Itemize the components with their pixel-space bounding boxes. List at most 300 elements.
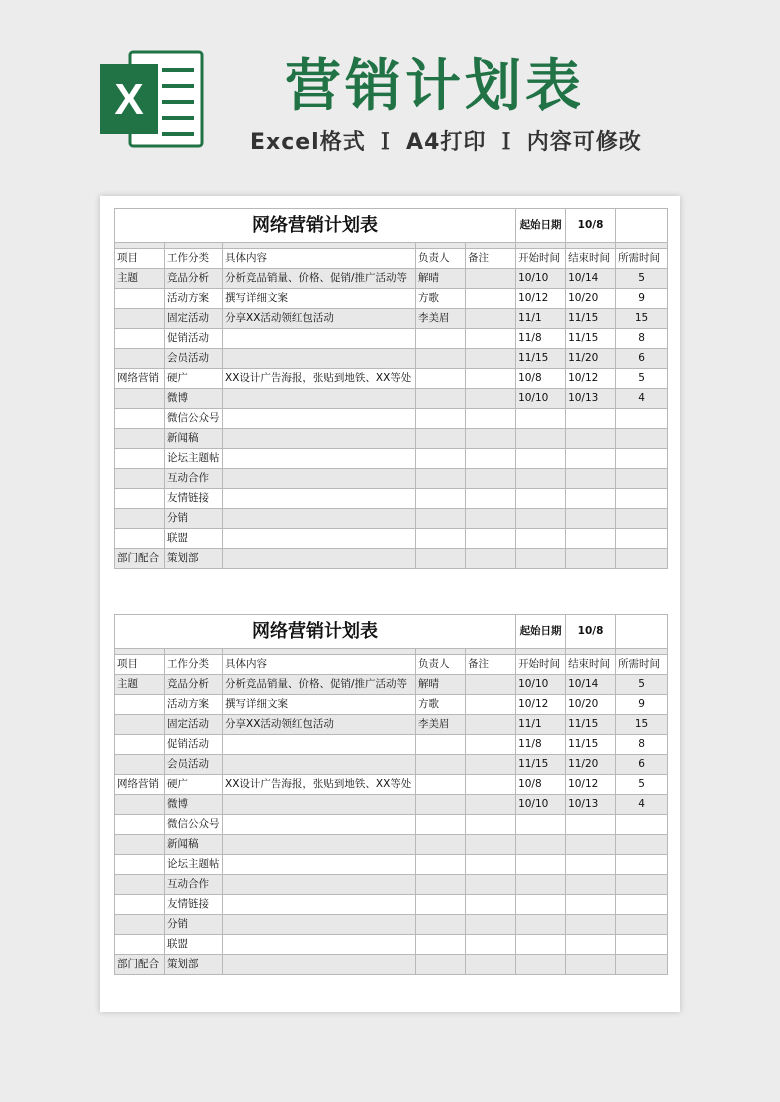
table-cell[interactable] [566,835,616,855]
table-row [115,309,668,329]
header-row [115,249,668,269]
table-row [115,675,668,695]
table-cell[interactable]: 固定活动 [165,715,223,735]
table-cell[interactable] [466,449,516,469]
table-cell[interactable]: 分享XX活动领红包活动 [223,715,416,735]
page-header [0,0,780,190]
sheet-title: 网络营销计划表 [115,209,516,243]
table-cell[interactable] [466,349,516,369]
table-cell[interactable]: 李美眉 [416,715,466,735]
table-row [115,509,668,529]
table-cell[interactable] [223,895,416,915]
table-cell[interactable] [115,895,165,915]
table-cell[interactable]: 5 [616,675,668,695]
table-cell[interactable] [416,755,466,775]
table-cell[interactable]: 11/15 [566,715,616,735]
table-cell[interactable] [616,209,668,243]
table-cell[interactable]: 新闻稿 [165,429,223,449]
column-header: 具体内容 [223,249,416,269]
table-cell[interactable] [466,835,516,855]
table-cell[interactable]: 策划部 [165,955,223,975]
table-cell[interactable] [223,855,416,875]
table-cell[interactable]: 10/13 [566,389,616,409]
column-header: 所需时间 [616,249,668,269]
table-cell[interactable]: 友情链接 [165,489,223,509]
table-cell[interactable]: 10/8 [516,775,566,795]
table-row [115,755,668,775]
table-cell[interactable]: 论坛主题帖 [165,449,223,469]
table-cell[interactable] [115,795,165,815]
table-cell[interactable]: 6 [616,755,668,775]
table-cell[interactable] [566,489,616,509]
table-cell[interactable]: 竞品分析 [165,269,223,289]
table-cell[interactable]: 8 [616,329,668,349]
table-cell[interactable] [616,409,668,429]
table-cell[interactable] [466,389,516,409]
table-cell[interactable] [466,875,516,895]
table-cell[interactable] [616,449,668,469]
table-cell[interactable]: 策划部 [165,549,223,569]
table-row [115,895,668,915]
table-cell[interactable]: 8 [616,735,668,755]
table-row [115,389,668,409]
table-cell[interactable] [466,915,516,935]
table-cell[interactable] [516,509,566,529]
table-cell[interactable] [115,935,165,955]
table-cell[interactable] [566,469,616,489]
start-date-label: 起始日期 [516,209,566,243]
table-cell[interactable]: 11/15 [566,329,616,349]
table-cell[interactable] [516,449,566,469]
table-cell[interactable] [466,735,516,755]
table-row [115,269,668,289]
table-cell[interactable] [416,855,466,875]
table-cell[interactable] [616,615,668,649]
table-cell[interactable] [566,429,616,449]
table-cell[interactable]: 促销活动 [165,329,223,349]
table-cell[interactable] [115,389,165,409]
table-cell[interactable] [115,289,165,309]
table-cell[interactable]: 会员活动 [165,755,223,775]
sheet-title-row [115,615,668,649]
table-cell[interactable] [516,835,566,855]
table-cell[interactable] [466,855,516,875]
table-cell[interactable]: 10/10 [516,389,566,409]
table-cell[interactable] [516,875,566,895]
table-cell[interactable] [416,835,466,855]
table-cell[interactable] [516,895,566,915]
table-cell[interactable] [516,915,566,935]
table-cell[interactable] [466,409,516,429]
table-row [115,449,668,469]
table-cell[interactable] [616,429,668,449]
table-cell[interactable] [115,815,165,835]
table-cell[interactable] [616,469,668,489]
table-cell[interactable]: 互动合作 [165,875,223,895]
table-cell[interactable] [223,469,416,489]
table-cell[interactable] [466,329,516,349]
table-cell[interactable]: 11/1 [516,309,566,329]
table-cell[interactable] [616,895,668,915]
table-cell[interactable]: 10/10 [516,675,566,695]
table-row [115,795,668,815]
table-cell[interactable] [516,429,566,449]
table-cell[interactable]: 10/10 [516,269,566,289]
logo-letter: X [114,75,144,124]
table-cell[interactable]: 解晴 [416,269,466,289]
table-cell[interactable]: 论坛主题帖 [165,855,223,875]
table-cell[interactable] [115,409,165,429]
table-cell[interactable]: 网络营销 [115,369,165,389]
table-cell[interactable] [223,329,416,349]
table-cell[interactable]: 促销活动 [165,735,223,755]
table-cell[interactable] [115,735,165,755]
table-row [115,349,668,369]
table-cell[interactable] [566,449,616,469]
table-cell[interactable] [223,835,416,855]
table-row [115,955,668,975]
table-cell[interactable]: 部门配合 [115,955,165,975]
table-cell[interactable] [115,349,165,369]
table-cell[interactable]: 分享XX活动领红包活动 [223,309,416,329]
table-cell[interactable] [516,469,566,489]
marketing-plan-table [114,208,668,569]
table-cell[interactable]: 微信公众号 [165,409,223,429]
table-row [115,775,668,795]
table-cell[interactable]: 9 [616,695,668,715]
table-cell[interactable] [223,935,416,955]
table-cell[interactable] [115,915,165,935]
table-row [115,549,668,569]
table-cell[interactable] [616,549,668,569]
table-cell[interactable] [416,935,466,955]
table-cell[interactable] [616,815,668,835]
table-cell[interactable]: 分析竞品销量、价格、促销/推广活动等 [223,675,416,695]
table-cell[interactable] [223,549,416,569]
table-cell[interactable] [616,935,668,955]
table-cell[interactable]: 联盟 [165,935,223,955]
table-cell[interactable] [223,955,416,975]
table-cell[interactable] [115,449,165,469]
table-cell[interactable]: 10/14 [566,675,616,695]
table-cell[interactable]: 10/20 [566,695,616,715]
table-cell[interactable] [466,895,516,915]
table-cell[interactable] [416,955,466,975]
table-cell[interactable] [416,795,466,815]
table-row [115,369,668,389]
table-row [115,529,668,549]
table-cell[interactable] [416,775,466,795]
table-cell[interactable]: 11/20 [566,349,616,369]
table-cell[interactable]: 11/20 [566,755,616,775]
table-cell[interactable] [466,369,516,389]
table-cell[interactable] [616,509,668,529]
table-row [115,815,668,835]
column-header: 负责人 [416,249,466,269]
table-cell[interactable] [223,489,416,509]
table-cell[interactable]: 10/13 [566,795,616,815]
table-row [115,289,668,309]
table-cell[interactable]: 11/15 [566,309,616,329]
sheet-title-row [115,209,668,243]
table-cell[interactable]: 主题 [115,269,165,289]
table-cell[interactable]: 4 [616,389,668,409]
column-header: 开始时间 [516,655,566,675]
table-cell[interactable]: 部门配合 [115,549,165,569]
table-cell[interactable] [466,815,516,835]
table-cell[interactable] [516,815,566,835]
table-cell[interactable] [566,855,616,875]
table-cell[interactable] [616,529,668,549]
table-cell[interactable] [115,835,165,855]
table-row [115,469,668,489]
table-cell[interactable] [466,549,516,569]
table-cell[interactable] [466,509,516,529]
table-cell[interactable] [115,329,165,349]
table-cell[interactable] [566,895,616,915]
table-cell[interactable] [566,409,616,429]
table-cell[interactable] [466,469,516,489]
table-cell[interactable]: 网络营销 [115,775,165,795]
table-cell[interactable] [466,755,516,775]
table-cell[interactable] [516,529,566,549]
table-cell[interactable]: 10/20 [566,289,616,309]
table-cell[interactable] [416,915,466,935]
table-cell[interactable] [416,509,466,529]
table-cell[interactable]: 微博 [165,795,223,815]
table-cell[interactable] [466,955,516,975]
table-cell[interactable] [115,489,165,509]
table-cell[interactable]: 友情链接 [165,895,223,915]
table-cell[interactable] [416,549,466,569]
table-cell[interactable]: 11/8 [516,329,566,349]
excel-logo-icon [100,48,206,150]
table-cell[interactable] [466,715,516,735]
table-cell[interactable] [416,529,466,549]
column-header: 备注 [466,655,516,675]
table-cell[interactable] [223,795,416,815]
table-cell[interactable]: 硬广 [165,775,223,795]
table-row [115,915,668,935]
marketing-plan-table-2 [114,614,668,975]
table-cell[interactable]: 10/12 [566,369,616,389]
table-cell[interactable]: 4 [616,795,668,815]
table-cell[interactable]: 微信公众号 [165,815,223,835]
table-cell[interactable] [466,775,516,795]
table-cell[interactable]: 方歌 [416,695,466,715]
table-row [115,855,668,875]
table-cell[interactable] [115,309,165,329]
table-cell[interactable] [115,469,165,489]
table-cell[interactable] [466,309,516,329]
table-cell[interactable] [416,875,466,895]
table-cell[interactable] [223,529,416,549]
table-cell[interactable] [616,855,668,875]
table-cell[interactable]: 分销 [165,509,223,529]
table-cell[interactable]: 11/1 [516,715,566,735]
table-cell[interactable] [466,489,516,509]
table-cell[interactable] [516,855,566,875]
start-date-label: 起始日期 [516,615,566,649]
table-cell[interactable] [566,955,616,975]
table-cell[interactable] [223,409,416,429]
table-cell[interactable]: 11/15 [516,755,566,775]
table-cell[interactable]: 撰写详细文案 [223,695,416,715]
table-cell[interactable] [416,369,466,389]
table-cell[interactable] [616,915,668,935]
table-cell[interactable] [223,349,416,369]
table-cell[interactable] [223,875,416,895]
table-cell[interactable]: 分析竞品销量、价格、促销/推广活动等 [223,269,416,289]
table-cell[interactable]: 会员活动 [165,349,223,369]
column-header: 备注 [466,249,516,269]
table-cell[interactable]: 15 [616,309,668,329]
sheet-page [100,196,680,1012]
table-row [115,695,668,715]
table-cell[interactable] [115,875,165,895]
table-cell[interactable]: 5 [616,269,668,289]
table-cell[interactable]: XX设计广告海报，张贴到地铁、XX等处 [223,775,416,795]
table-cell[interactable] [223,915,416,935]
table-cell[interactable] [115,695,165,715]
table-cell[interactable] [566,935,616,955]
start-date-value[interactable]: 10/8 [566,615,616,649]
table-cell[interactable] [516,549,566,569]
column-header: 工作分类 [165,655,223,675]
table-cell[interactable] [416,349,466,369]
table-cell[interactable] [115,855,165,875]
table-row [115,489,668,509]
table-cell[interactable] [566,875,616,895]
table-cell[interactable] [223,815,416,835]
table-cell[interactable] [466,529,516,549]
table-cell[interactable] [516,955,566,975]
table-cell[interactable] [566,815,616,835]
table-cell[interactable] [616,875,668,895]
start-date-value[interactable]: 10/8 [566,209,616,243]
table-cell[interactable]: 10/10 [516,795,566,815]
table-cell[interactable] [616,489,668,509]
table-row [115,875,668,895]
table-cell[interactable] [115,429,165,449]
table-cell[interactable]: 11/15 [566,735,616,755]
table-cell[interactable] [466,935,516,955]
table-cell[interactable]: 互动合作 [165,469,223,489]
column-header: 结束时间 [566,655,616,675]
table-cell[interactable] [616,835,668,855]
table-cell[interactable]: 李美眉 [416,309,466,329]
table-cell[interactable] [115,509,165,529]
table-cell[interactable]: 联盟 [165,529,223,549]
table-row [115,735,668,755]
table-cell[interactable] [566,509,616,529]
table-cell[interactable]: 竞品分析 [165,675,223,695]
table-cell[interactable] [223,429,416,449]
table-cell[interactable]: 解晴 [416,675,466,695]
table-cell[interactable]: 主题 [115,675,165,695]
table-cell[interactable]: 11/8 [516,735,566,755]
table-cell[interactable]: 新闻稿 [165,835,223,855]
table-cell[interactable] [223,735,416,755]
table-cell[interactable] [566,915,616,935]
page-title: 营销计划表 [285,54,585,119]
table-cell[interactable] [566,549,616,569]
table-cell[interactable] [416,895,466,915]
table-cell[interactable] [223,449,416,469]
table-cell[interactable]: 9 [616,289,668,309]
table-cell[interactable]: XX设计广告海报，张贴到地铁、XX等处 [223,369,416,389]
table-cell[interactable] [516,409,566,429]
table-row [115,715,668,735]
table-row [115,835,668,855]
table-cell[interactable]: 5 [616,369,668,389]
table-cell[interactable] [516,935,566,955]
table-cell[interactable]: 分销 [165,915,223,935]
table-cell[interactable] [115,715,165,735]
table-cell[interactable] [416,429,466,449]
sheet-title: 网络营销计划表 [115,615,516,649]
header-row [115,655,668,675]
column-header: 所需时间 [616,655,668,675]
table-cell[interactable]: 固定活动 [165,309,223,329]
table-cell[interactable] [416,329,466,349]
table-cell[interactable]: 活动方案 [165,289,223,309]
table-cell[interactable] [416,815,466,835]
table-cell[interactable]: 5 [616,775,668,795]
table-cell[interactable]: 6 [616,349,668,369]
table-row [115,935,668,955]
table-cell[interactable] [416,489,466,509]
table-cell[interactable] [416,449,466,469]
column-header: 开始时间 [516,249,566,269]
table-cell[interactable] [416,469,466,489]
table-cell[interactable] [466,675,516,695]
table-cell[interactable]: 方歌 [416,289,466,309]
table-cell[interactable]: 15 [616,715,668,735]
table-cell[interactable] [466,795,516,815]
table-cell[interactable] [416,409,466,429]
table-cell[interactable] [223,389,416,409]
page-subtitle: Excel格式 Ｉ A4打印 Ｉ 内容可修改 [250,130,642,155]
table-row [115,329,668,349]
table-cell[interactable] [223,755,416,775]
column-header: 项目 [115,249,165,269]
table-cell[interactable]: 10/12 [516,289,566,309]
table-cell[interactable]: 硬广 [165,369,223,389]
table-cell[interactable] [566,529,616,549]
table-cell[interactable]: 10/12 [516,695,566,715]
column-header: 项目 [115,655,165,675]
table-cell[interactable]: 微博 [165,389,223,409]
table-cell[interactable]: 10/14 [566,269,616,289]
table-cell[interactable] [416,735,466,755]
table-cell[interactable] [223,509,416,529]
table-cell[interactable] [516,489,566,509]
table-cell[interactable] [616,955,668,975]
table-cell[interactable]: 10/8 [516,369,566,389]
table-cell[interactable] [466,289,516,309]
table-cell[interactable] [416,389,466,409]
table-cell[interactable] [115,529,165,549]
table-cell[interactable] [466,429,516,449]
table-cell[interactable]: 活动方案 [165,695,223,715]
table-cell[interactable] [466,695,516,715]
table-cell[interactable]: 10/12 [566,775,616,795]
table-cell[interactable]: 11/15 [516,349,566,369]
table-cell[interactable] [115,755,165,775]
table-cell[interactable] [466,269,516,289]
table-cell[interactable]: 撰写详细文案 [223,289,416,309]
